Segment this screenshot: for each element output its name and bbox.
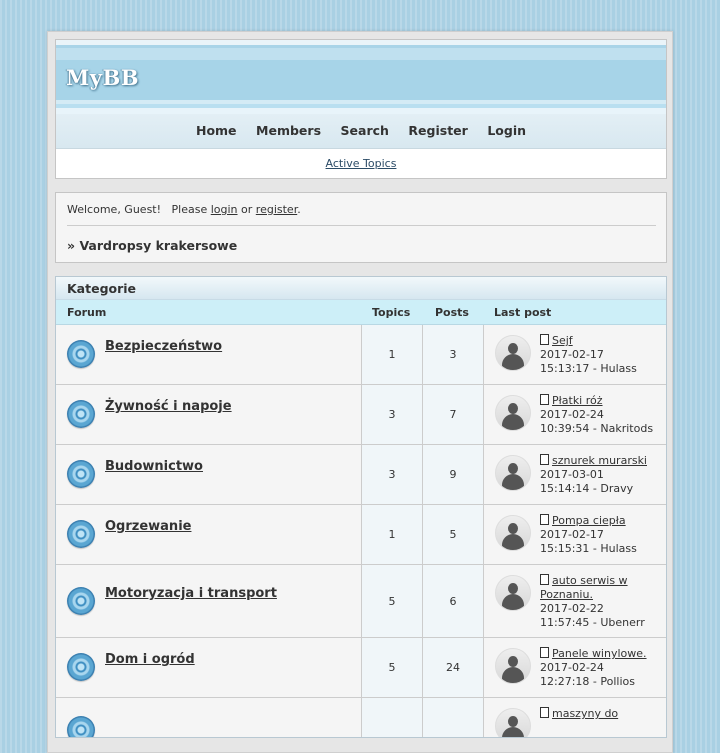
avatar[interactable]	[495, 395, 531, 431]
welcome-line	[67, 203, 301, 216]
last-post-link[interactable]: maszyny do	[552, 707, 619, 720]
forum-status-icon	[67, 460, 95, 488]
col-last-post: Last post	[494, 306, 552, 319]
welcome-panel	[55, 192, 667, 263]
forum-status-icon	[67, 340, 95, 368]
last-post-link[interactable]: sznurek murarski	[552, 454, 647, 467]
last-post-date: 2017-02-24	[540, 408, 604, 421]
forum-name-link[interactable]: Żywność i napoje	[105, 399, 232, 414]
last-post-date: 2017-02-17	[540, 348, 604, 361]
forum-status-icon	[67, 520, 95, 548]
last-post-info: Sejf 2017-02-17 15:13:17 - Hulass	[540, 334, 637, 375]
menu-members-link[interactable]: Members	[256, 123, 322, 138]
last-post-info: auto serwis w Poznaniu. 2017-02-22 11:57:45 - Ubenerr	[540, 574, 645, 629]
forum-posts-count: 24	[446, 661, 460, 674]
breadcrumb-current[interactable]: Vardropsy krakersowe	[79, 238, 238, 253]
forum-topics-count: 1	[388, 528, 396, 541]
forum-topics-count: 5	[388, 661, 396, 674]
last-post-info: sznurek murarski 2017-03-01 15:14:14 - Dravy	[540, 454, 647, 495]
last-post-user[interactable]: Hulass	[600, 362, 637, 375]
subnav	[56, 149, 666, 178]
last-post-link[interactable]: Pompa ciepła	[552, 514, 626, 527]
forum-posts-count: 3	[449, 348, 457, 361]
forum-row	[56, 325, 666, 385]
forum-posts-count: 9	[449, 468, 457, 481]
logo-band	[56, 40, 666, 114]
last-post-time: 15:13:17	[540, 362, 590, 375]
forum-table	[55, 276, 667, 738]
avatar[interactable]	[495, 648, 531, 684]
document-icon	[540, 647, 549, 658]
last-post-link[interactable]: Sejf	[552, 334, 573, 347]
forum-status-icon	[67, 587, 95, 615]
login-link[interactable]: login	[210, 203, 238, 216]
forum-name-link[interactable]: Motoryzacja i transport	[105, 586, 277, 601]
col-posts: Posts	[435, 306, 469, 319]
category-title[interactable]: Kategorie	[67, 281, 137, 296]
avatar[interactable]	[495, 455, 531, 491]
site-logo[interactable]: MyBB	[66, 65, 139, 90]
last-post-time: 15:14:14	[540, 482, 590, 495]
forum-name-link[interactable]: Ogrzewanie	[105, 519, 192, 534]
document-icon	[540, 514, 549, 525]
avatar[interactable]	[495, 575, 531, 611]
last-post-link[interactable]: Panele winylowe.	[552, 647, 647, 660]
menu-home-link[interactable]: Home	[195, 123, 237, 138]
last-post-link[interactable]: Płatki róż	[552, 394, 603, 407]
forum-name-link[interactable]: Dom i ogród	[105, 652, 195, 667]
menu-register-link[interactable]: Register	[408, 123, 468, 138]
last-post-link[interactable]: auto serwis w Poznaniu.	[540, 574, 628, 601]
forum-row	[56, 565, 666, 638]
category-header	[56, 277, 666, 300]
forum-topics-count: 1	[388, 348, 396, 361]
avatar[interactable]	[495, 335, 531, 371]
last-post-time: 11:57:45	[540, 616, 590, 629]
active-topics-link[interactable]: Active Topics	[325, 157, 397, 170]
forum-status-icon	[67, 653, 95, 681]
last-post-time: 12:27:18	[540, 675, 590, 688]
forum-row	[56, 445, 666, 505]
document-icon	[540, 454, 549, 465]
forum-topics-count: 3	[388, 468, 396, 481]
forum-topics-count: 5	[388, 595, 396, 608]
last-post-date: 2017-03-01	[540, 468, 604, 481]
document-icon	[540, 707, 549, 718]
forum-topics-count: 3	[388, 408, 396, 421]
forum-posts-count: 5	[449, 528, 457, 541]
forum-posts-count: 6	[449, 595, 457, 608]
last-post-info: Płatki róż 2017-02-24 10:39:54 - Nakritods	[540, 394, 654, 435]
forum-row	[56, 698, 666, 738]
header	[55, 39, 667, 179]
forum-status-icon	[67, 400, 95, 428]
avatar[interactable]	[495, 708, 531, 738]
column-headers	[56, 300, 666, 325]
last-post-user[interactable]: Nakritods	[600, 422, 654, 435]
last-post-time: 15:15:31	[540, 542, 590, 555]
avatar[interactable]	[495, 515, 531, 551]
welcome-or: or	[241, 203, 253, 216]
welcome-greeting: Welcome, Guest!	[67, 203, 162, 216]
last-post-user[interactable]: Ubenerr	[600, 616, 645, 629]
last-post-date: 2017-02-22	[540, 602, 604, 615]
document-icon	[540, 334, 549, 345]
last-post-time: 10:39:54	[540, 422, 590, 435]
main-menu	[56, 114, 666, 149]
col-forum: Forum	[67, 306, 107, 319]
forum-row	[56, 638, 666, 698]
page-container	[47, 31, 673, 753]
forum-name-link[interactable]: Budownictwo	[105, 459, 203, 474]
welcome-period: .	[297, 203, 301, 216]
register-link[interactable]: register	[255, 203, 298, 216]
last-post-user[interactable]: Hulass	[600, 542, 637, 555]
last-post-info: Panele winylowe. 2017-02-24 12:27:18 - Pollios	[540, 647, 647, 688]
document-icon	[540, 394, 549, 405]
forum-status-icon	[67, 716, 95, 738]
document-icon	[540, 574, 549, 585]
forum-posts-count: 7	[449, 408, 457, 421]
forum-row	[56, 385, 666, 445]
menu-login-link[interactable]: Login	[487, 123, 527, 138]
breadcrumb	[67, 238, 237, 253]
last-post-user[interactable]: Dravy	[600, 482, 634, 495]
welcome-please: Please	[171, 203, 208, 216]
forum-row	[56, 505, 666, 565]
last-post-date: 2017-02-17	[540, 528, 604, 541]
forum-name-link[interactable]: Bezpieczeństwo	[105, 339, 223, 354]
divider	[67, 225, 656, 226]
last-post-date: 2017-02-24	[540, 661, 604, 674]
col-topics: Topics	[372, 306, 411, 319]
breadcrumb-separator: »	[67, 238, 76, 253]
last-post-info	[540, 707, 662, 721]
menu-search-link[interactable]: Search	[340, 123, 389, 138]
last-post-user[interactable]: Pollios	[600, 675, 635, 688]
last-post-info: Pompa ciepła 2017-02-17 15:15:31 - Hulass	[540, 514, 637, 555]
